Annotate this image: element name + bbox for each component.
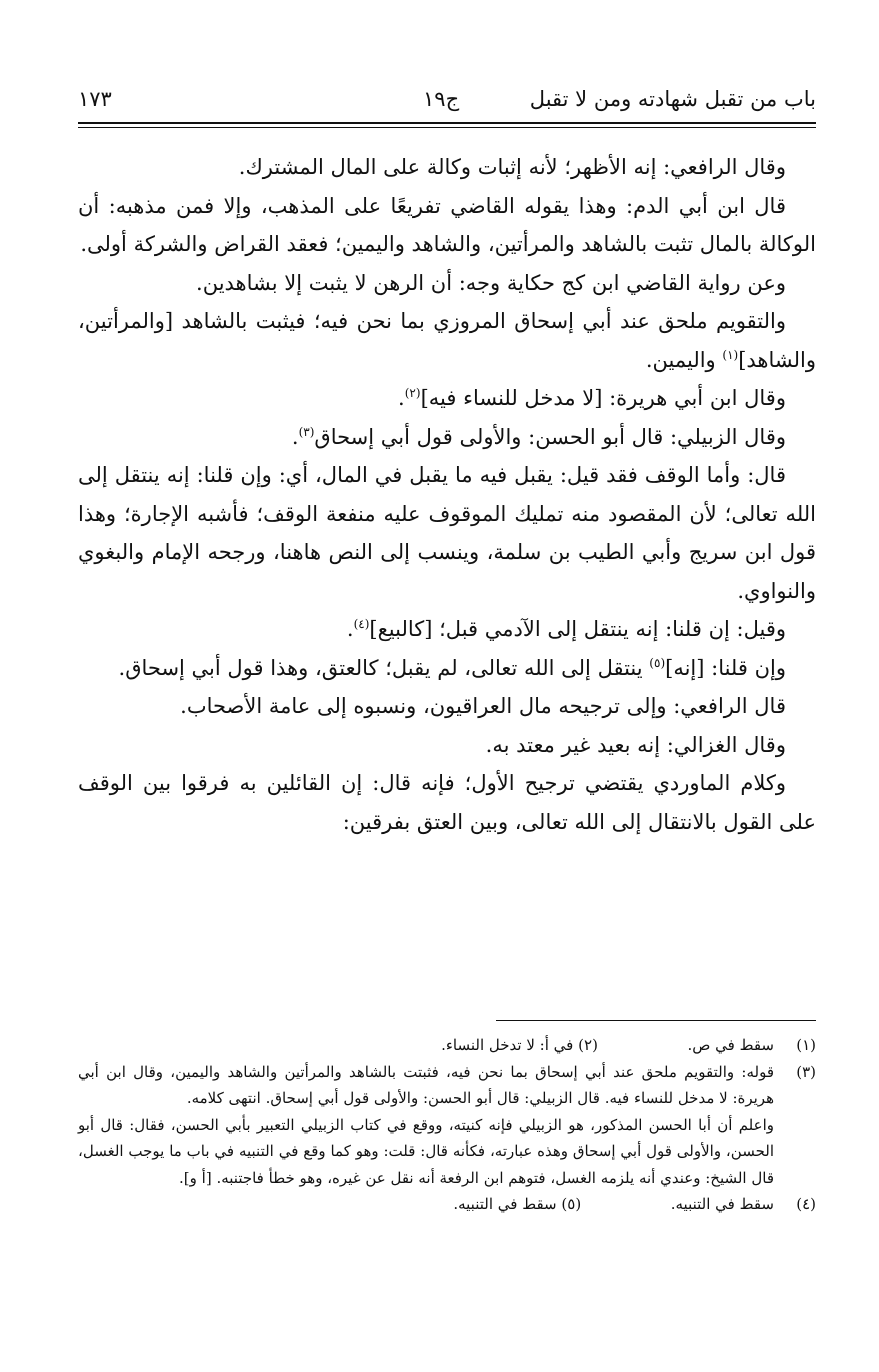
footnote-text: واعلم أن أبا الحسن المذكور، هو الزبيلي فإنه كنيته، ووقع في كتاب الزبيلي التعبير بأبي الحسن، فقال: قال أبو الحسن، والأولى قول أبي إسحاق وهذه عبارته، فكأنه قال: قلت: وهو كما وقع في التنبيه في باب ما يوجب الغسل، قال الشيخ: وعندي أنه يلزمه الغسل، فتوهم ابن الرفعة أنه نقل عن غيره، وهو خطأ فاجتنبه. [أ و]. <box>78 1115 774 1187</box>
paragraph <box>78 302 816 379</box>
footnote-number: (٥) <box>561 1195 582 1213</box>
main-text <box>78 148 816 841</box>
paragraph <box>78 379 816 418</box>
paragraph <box>78 649 816 688</box>
footnote-text: قوله: والتقويم ملحق عند أبي إسحاق بما نحن فيه، فثبتت بالشاهد والمرأتين والشاهد واليمين، وقال ابن أبي هريرة: لا مدخل للنساء فيه. قال الزبيلي: قال أبو الحسن: والأولى قول أبي إسحاق. انتهى كلامه. <box>78 1062 774 1107</box>
footnote-ref: (١) <box>722 347 739 362</box>
header-rule-thin <box>78 127 816 128</box>
footnote <box>78 1191 816 1218</box>
footnote-ref: (٢) <box>404 386 421 400</box>
paragraph: قال: وأما الوقف فقد قيل: يقبل فيه ما يقبل في المال، أي: وإن قلنا: إنه ينتقل إلى الله تعالى؛ لأن المقصود منه تمليك الموقوف عليه منفعة الوقف؛ فأشبه الإجارة؛ وهذا قول ابن سريج وأبي الطيب بن سلمة، وينسب إلى النص هاهنا، ورجحه الإمام والبغوي والنواوي. <box>78 463 816 603</box>
footnote-ref: (٥) <box>649 655 666 670</box>
paragraph <box>78 418 816 457</box>
book-page <box>78 82 816 1213</box>
footnote-ref: (٣) <box>298 424 315 439</box>
footnote-number: (٣) <box>796 1062 816 1081</box>
paragraph-text: . <box>398 386 405 410</box>
paragraph <box>78 610 816 649</box>
footnote-number: (٤) <box>796 1195 816 1213</box>
volume-number: ج١٩ <box>423 87 460 111</box>
paragraph-text: وقال الزبيلي: قال أبو الحسن: والأولى قول أبي إسحاق <box>314 424 786 449</box>
paragraph-text: وقال ابن أبي هريرة: [لا مدخل للنساء فيه] <box>420 386 786 410</box>
page-number: ١٧٣ <box>78 87 112 111</box>
footnotes <box>78 1032 816 1218</box>
paragraph: قال الرافعي: وإلى ترجيحه مال العراقيون، ونسبوه إلى عامة الأصحاب. <box>180 694 786 718</box>
footnote-text: سقط في ص. <box>687 1036 774 1054</box>
footnote <box>78 1032 816 1059</box>
footnote <box>78 1112 816 1192</box>
paragraph: وعن رواية القاضي ابن كج حكاية وجه: أن الرهن لا يثبت إلا بشاهدين. <box>196 270 786 295</box>
paragraph-text: واليمين. <box>645 347 723 372</box>
paragraph: وكلام الماوردي يقتضي ترجيح الأول؛ فإنه قال: إن القائلين به فرقوا بين الوقف على القول بالانتقال إلى الله تعالى، وبين العتق بفرقين: <box>78 771 816 834</box>
paragraph-text: . <box>291 424 299 449</box>
paragraph-text: . <box>346 617 354 641</box>
footnote-text: سقط في التنبيه. <box>453 1195 557 1213</box>
footnote <box>78 1059 816 1112</box>
footnote-separator <box>496 1020 816 1021</box>
paragraph: وقال الغزالي: إنه بعيد غير معتد به. <box>485 732 786 757</box>
paragraph-text: وقيل: إن قلنا: إنه ينتقل إلى الآدمي قبل؛ [كالبيع] <box>369 617 786 641</box>
paragraph-text: ينتقل إلى الله تعالى، لم يقبل؛ كالعتق، وهذا قول أبي إسحاق. <box>118 655 650 680</box>
footnote-number: (١) <box>796 1036 816 1054</box>
chapter-title: باب من تقبل شهادته ومن لا تقبل <box>529 87 816 111</box>
running-header <box>78 82 816 116</box>
paragraph-text: والتقويم ملحق عند أبي إسحاق المروزي بما نحن فيه؛ فيثبت بالشاهد [والمرأتين، والشاهد] <box>78 309 816 372</box>
footnote-text: في أ: لا تدخل النساء. <box>441 1036 574 1054</box>
footnote-number: (٢) <box>578 1036 598 1054</box>
paragraph-text: وإن قلنا: [إنه] <box>665 655 786 680</box>
header-rule <box>78 122 816 124</box>
footnote-ref: (٤) <box>353 617 370 631</box>
paragraph: وقال الرافعي: إنه الأظهر؛ لأنه إثبات وكالة على المال المشترك. <box>238 155 786 179</box>
paragraph: قال ابن أبي الدم: وهذا يقوله القاضي تفريعًا على المذهب، وإلا فمن مذهبه: أن الوكالة بالمال تثبت بالشاهد والمرأتين، والشاهد واليمين؛ فعقد القراض والشركة أولى. <box>78 193 816 256</box>
footnote-text: سقط في التنبيه. <box>670 1195 774 1213</box>
